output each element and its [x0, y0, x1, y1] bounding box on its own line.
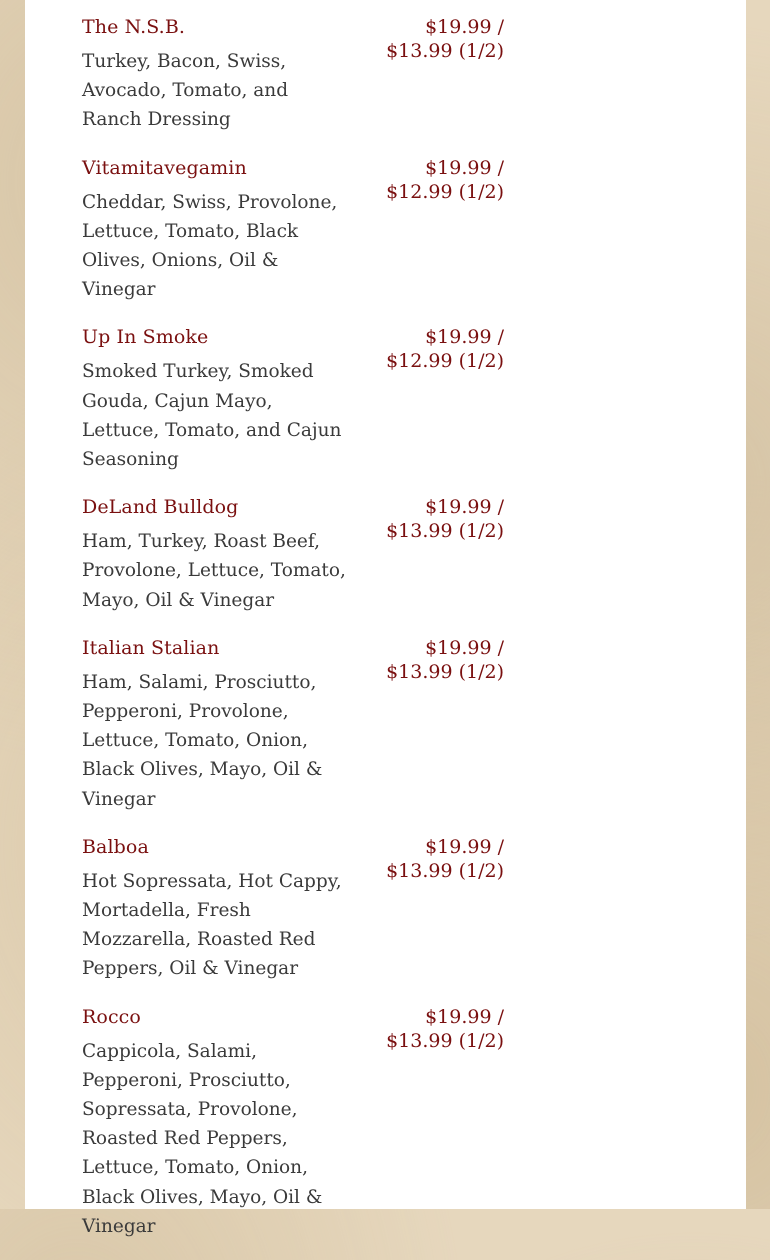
menu-item-description: Turkey, Bacon, Swiss, Avocado, Tomato, and Ranch Dressing	[82, 51, 289, 131]
menu-item-description: Cheddar, Swiss, Provolone, Lettuce, Tomato, Black Olives, Onions, Oil & Vinegar	[82, 191, 338, 301]
menu-item-rocco	[82, 1003, 504, 1241]
menu-item-name: Balboa	[82, 835, 149, 858]
menu-item-price: $19.99 / $13.99 (1/2)	[386, 636, 504, 683]
menu-item-description: Cappicola, Salami, Pepperoni, Prosciutto, Sopressata, Provolone, Roasted Red Peppers, Lettuce, Tomato, Onion, Black Olives, Mayo, Oil & Vinegar	[82, 1040, 323, 1237]
menu-item-price: $19.99 / $12.99 (1/2)	[386, 156, 504, 203]
menu-panel	[25, 0, 746, 1237]
menu-item-description: Hot Sopressata, Hot Cappy, Mortadella, Fresh Mozzarella, Roasted Red Peppers, Oil & Vinegar	[82, 870, 342, 980]
menu-item-description: Ham, Salami, Prosciutto, Pepperoni, Provolone, Lettuce, Tomato, Onion, Black Olives, Mayo, Oil & Vinegar	[82, 671, 323, 810]
menu-item-price: $19.99 / $13.99 (1/2)	[386, 496, 504, 543]
menu-item-description: Smoked Turkey, Smoked Gouda, Cajun Mayo, Lettuce, Tomato, and Cajun Seasoning	[82, 361, 342, 471]
menu-item-name: Vitamitavegamin	[82, 156, 247, 179]
menu-item-deland-bulldog	[82, 493, 504, 615]
menu-item-name: Italian Stalian	[82, 636, 220, 659]
menu-item-price: $19.99 / $12.99 (1/2)	[386, 326, 504, 373]
menu-item-vitamitavegamin	[82, 154, 504, 305]
menu-item-price: $19.99 / $13.99 (1/2)	[386, 835, 504, 882]
menu-item-name: The N.S.B.	[82, 16, 186, 38]
menu-item-price: $19.99 / $13.99 (1/2)	[386, 1005, 504, 1052]
menu-item-name: Rocco	[82, 1005, 141, 1028]
menu-item-name: Up In Smoke	[82, 326, 209, 349]
menu-item-name: DeLand Bulldog	[82, 496, 239, 519]
menu-item-description: Ham, Turkey, Roast Beef, Provolone, Lettuce, Tomato, Mayo, Oil & Vinegar	[82, 531, 346, 611]
menu-item-price: $19.99 / $13.99 (1/2)	[386, 16, 504, 62]
sandwich-menu-list	[82, 13, 504, 1260]
menu-item-italian-stalian	[82, 634, 504, 814]
menu-item-the-nsb	[82, 13, 504, 135]
menu-item-balboa	[82, 833, 504, 984]
menu-item-up-in-smoke	[82, 323, 504, 474]
